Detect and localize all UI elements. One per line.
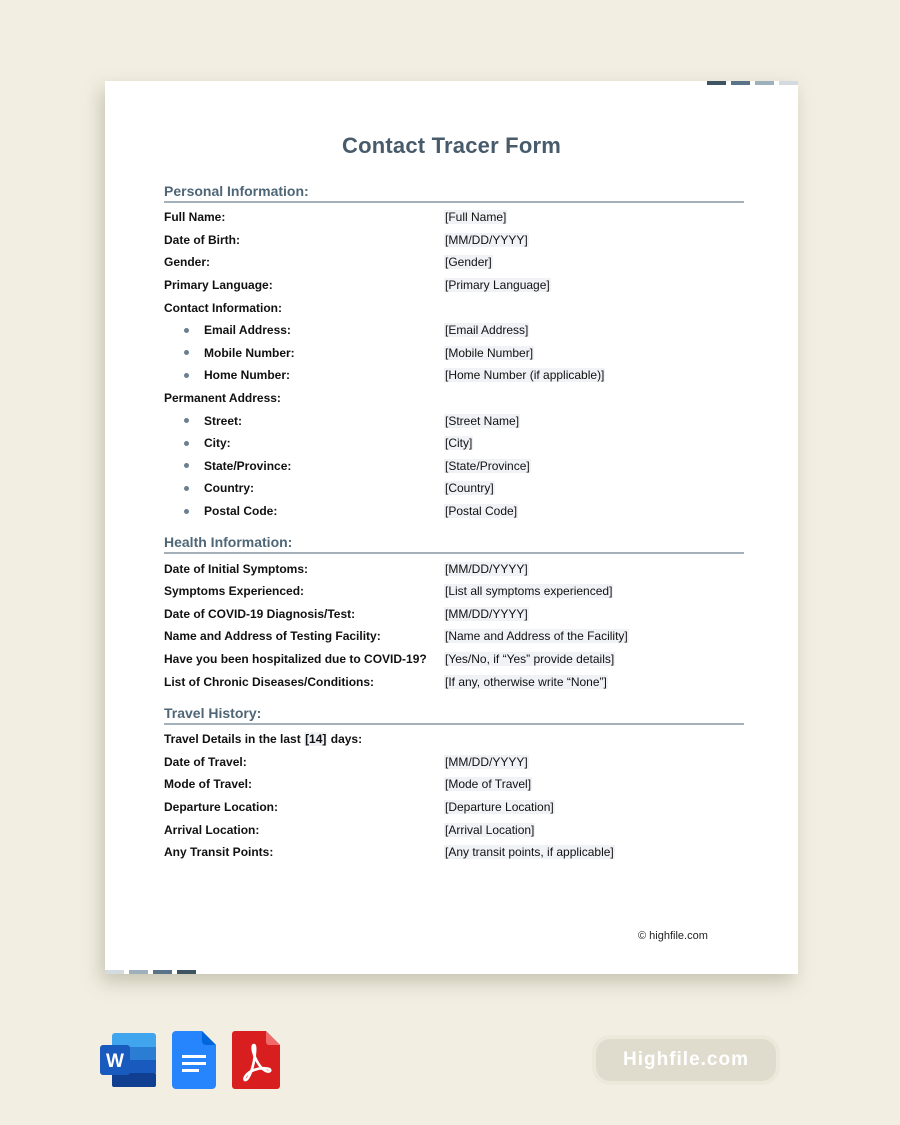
form-row [164,229,744,252]
form-row [164,251,744,274]
field-label [164,562,444,576]
field-value-placeholder[interactable]: [MM/DD/YYYY] [445,754,528,769]
form-row [164,274,744,297]
format-icons [100,1031,280,1094]
field-label-text: Date of Birth: [164,232,240,247]
field-label-text: Date of COVID-19 Diagnosis/Test: [164,606,356,621]
field-label [164,584,444,598]
travel-days-field[interactable]: [14] [305,732,327,747]
field-value-placeholder[interactable]: [Gender] [445,255,492,270]
bullet-icon [184,418,189,423]
decorative-bars-bottom [105,970,196,974]
field-value-placeholder[interactable]: [State/Province] [445,458,530,473]
field-label-text: Mobile Number: [204,345,295,360]
field-label-text: Permanent Address: [164,391,281,406]
health-rows [164,557,744,693]
form-row [164,432,744,455]
section-heading-personal: Personal Information: [164,181,744,203]
field-label [164,607,444,621]
field-value-placeholder[interactable]: [List all symptoms experienced] [445,584,613,599]
form-row [164,750,744,773]
field-label [164,777,444,791]
form-row [164,625,744,648]
copyright-text: © highfile.com [638,930,708,942]
field-label-text: Any Transit Points: [164,845,274,860]
field-label-text: Mode of Travel: [164,777,253,792]
deco-bar [779,81,798,85]
field-label-text: Street: [204,413,243,428]
field-label [164,255,444,269]
document-title: Contact Tracer Form [342,133,561,158]
field-label [164,346,444,360]
field-value-placeholder[interactable]: [MM/DD/YYYY] [445,606,528,621]
field-value-placeholder[interactable]: [Yes/No, if “Yes” provide details] [445,651,615,666]
pdf-icon[interactable] [232,1031,280,1094]
field-value-placeholder[interactable]: [Primary Language] [445,278,550,293]
field-label [164,504,444,518]
field-label [164,800,444,814]
field-label [164,675,444,689]
field-value-placeholder[interactable]: [Any transit points, if applicable] [445,845,614,860]
form-row [164,477,744,500]
field-value-placeholder[interactable]: [Arrival Location] [445,822,535,837]
field-value-placeholder[interactable]: [Country] [445,481,494,496]
document-page [105,81,798,974]
field-value-placeholder[interactable]: [MM/DD/YYYY] [445,232,528,247]
bullet-icon [184,328,189,333]
field-label-text: Have you been hospitalized due to COVID-19? [164,651,427,666]
form-row [164,296,744,319]
field-label [164,823,444,837]
deco-bar [129,970,148,974]
field-value-placeholder[interactable]: [Mode of Travel] [445,777,532,792]
form-row [164,603,744,626]
field-value-placeholder[interactable]: [City] [445,436,473,451]
field-label-text: Date of Travel: [164,754,247,769]
field-label-text: Email Address: [204,323,291,338]
deco-bar [105,970,124,974]
field-label [164,459,444,473]
field-label-text: List of Chronic Diseases/Conditions: [164,674,375,689]
travel-intro-label [164,732,362,746]
field-label-text: Arrival Location: [164,822,260,837]
bullet-icon [184,486,189,491]
travel-intro-suffix: days: [327,732,363,747]
word-icon[interactable] [100,1031,156,1094]
field-label [164,368,444,382]
field-label [164,436,444,450]
field-label [164,233,444,247]
field-label-text: Departure Location: [164,799,279,814]
travel-intro-text: Travel Details in the last [164,732,305,747]
decorative-bars-top [707,81,798,85]
field-label [164,845,444,859]
deco-bar [731,81,750,85]
form-row [164,818,744,841]
form-row [164,455,744,478]
field-label [164,210,444,224]
form-row [164,670,744,693]
form-row [164,319,744,342]
travel-intro-row [164,728,744,751]
form-row [164,342,744,365]
form-content [164,181,744,863]
field-value-placeholder[interactable]: [Email Address] [445,323,529,338]
field-value-placeholder[interactable]: [Mobile Number] [445,345,534,360]
form-row [164,796,744,819]
field-value-placeholder[interactable]: [Name and Address of the Facility] [445,629,628,644]
field-label [164,481,444,495]
field-label [164,652,444,666]
bullet-icon [184,441,189,446]
field-label-text: City: [204,436,231,451]
field-label-text: Postal Code: [204,504,278,519]
field-label [164,278,444,292]
field-label-text: Country: [204,481,254,496]
field-label-text: Full Name: [164,210,226,225]
field-label-text: Symptoms Experienced: [164,584,305,599]
field-label-text: Primary Language: [164,278,273,293]
field-label [164,323,444,337]
form-row [164,557,744,580]
field-label-text: State/Province: [204,458,292,473]
form-row [164,387,744,410]
field-label [164,755,444,769]
field-label-text: Contact Information: [164,300,282,315]
field-label-text: Date of Initial Symptoms: [164,561,309,576]
field-value-placeholder[interactable]: [MM/DD/YYYY] [445,561,528,576]
form-row [164,206,744,229]
bullet-icon [184,373,189,378]
form-row [164,364,744,387]
form-row [164,500,744,523]
deco-bar [153,970,172,974]
field-value-placeholder[interactable]: [Postal Code] [445,504,518,519]
field-label-text: Gender: [164,255,211,270]
bullet-icon [184,350,189,355]
form-row [164,580,744,603]
bullet-icon [184,509,189,514]
deco-bar [755,81,774,85]
deco-bar [177,970,196,974]
field-value-placeholder[interactable]: [Home Number (if applicable)] [445,368,605,383]
field-label [164,301,444,315]
field-label-text: Home Number: [204,368,291,383]
field-label-text: Name and Address of Testing Facility: [164,629,381,644]
form-row [164,773,744,796]
field-value-placeholder[interactable]: [Full Name] [445,210,507,225]
svg-text:W: W [106,1051,124,1072]
field-value-placeholder[interactable]: [If any, otherwise write “None”] [445,674,607,689]
section-heading-health: Health Information: [164,532,744,554]
personal-rows [164,206,744,522]
form-row [164,409,744,432]
bullet-icon [184,463,189,468]
google-docs-icon[interactable] [172,1031,216,1094]
field-value-placeholder[interactable]: [Street Name] [445,413,520,428]
field-label [164,391,444,405]
travel-rows [164,750,744,863]
field-value-placeholder[interactable]: [Departure Location] [445,799,554,814]
form-row [164,648,744,671]
field-label [164,414,444,428]
deco-bar [707,81,726,85]
form-row [164,841,744,864]
section-heading-travel: Travel History: [164,703,744,725]
field-label [164,629,444,643]
brand-badge[interactable]: Highfile.com [596,1039,776,1081]
